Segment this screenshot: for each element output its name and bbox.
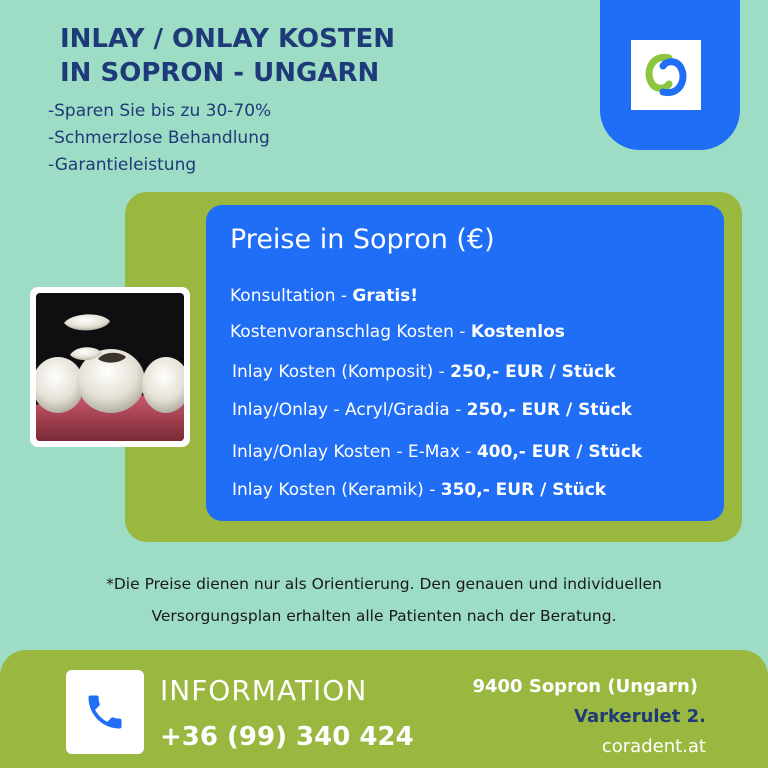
price-label: Inlay Kosten (Komposit) - xyxy=(232,362,451,382)
title-line-1: INLAY / ONLAY KOSTEN xyxy=(60,24,396,54)
price-label: Inlay/Onlay - Acryl/Gradia - xyxy=(232,400,467,420)
price-label: Konsultation - xyxy=(230,286,353,306)
price-label: Kostenvoranschlag Kosten - xyxy=(230,322,471,342)
benefit-item: -Schmerzlose Behandlung xyxy=(48,128,270,148)
logo[interactable] xyxy=(631,40,701,110)
phone-button[interactable] xyxy=(66,670,144,754)
address-street: Varkerulet 2. xyxy=(574,706,706,727)
phone-icon xyxy=(83,690,127,734)
price-row xyxy=(232,479,606,501)
disclaimer-line: Versorgungsplan erhalten alle Patienten nach der Beratung. xyxy=(151,607,617,625)
coradent-logo-icon xyxy=(631,40,701,110)
price-label: Inlay Kosten (Keramik) - xyxy=(232,480,441,500)
price-row xyxy=(230,321,565,343)
dental-inlay-image xyxy=(36,293,184,441)
price-panel xyxy=(206,205,724,521)
price-value: 350,- EUR / Stück xyxy=(440,480,607,500)
price-value: 250,- EUR / Stück xyxy=(450,362,616,382)
benefit-list xyxy=(48,98,271,179)
price-value: Gratis! xyxy=(352,286,419,306)
benefit-item: -Sparen Sie bis zu 30-70% xyxy=(48,101,272,121)
benefit-item: -Garantieleistung xyxy=(48,155,197,175)
page-title xyxy=(60,22,395,90)
disclaimer-note xyxy=(0,568,768,632)
info-label: INFORMATION xyxy=(160,674,368,707)
price-value: 400,- EUR / Stück xyxy=(476,442,643,462)
dental-photo xyxy=(30,287,190,447)
disclaimer-line: *Die Preise dienen nur als Orientierung. Den genauen und individuellen xyxy=(106,575,662,593)
price-row xyxy=(232,441,642,463)
price-row xyxy=(230,285,418,307)
title-line-2: IN SOPRON - UNGARN xyxy=(60,58,380,88)
phone-number[interactable]: +36 (99) 340 424 xyxy=(160,722,414,752)
price-title: Preise in Sopron (€) xyxy=(230,224,495,255)
website-link[interactable]: coradent.at xyxy=(601,736,706,757)
price-row xyxy=(232,361,616,383)
price-value: 250,- EUR / Stück xyxy=(466,400,632,420)
price-row xyxy=(232,399,632,421)
price-value: Kostenlos xyxy=(470,322,565,342)
address-city: 9400 Sopron (Ungarn) xyxy=(472,676,698,697)
price-label: Inlay/Onlay Kosten - E-Max - xyxy=(232,442,477,462)
